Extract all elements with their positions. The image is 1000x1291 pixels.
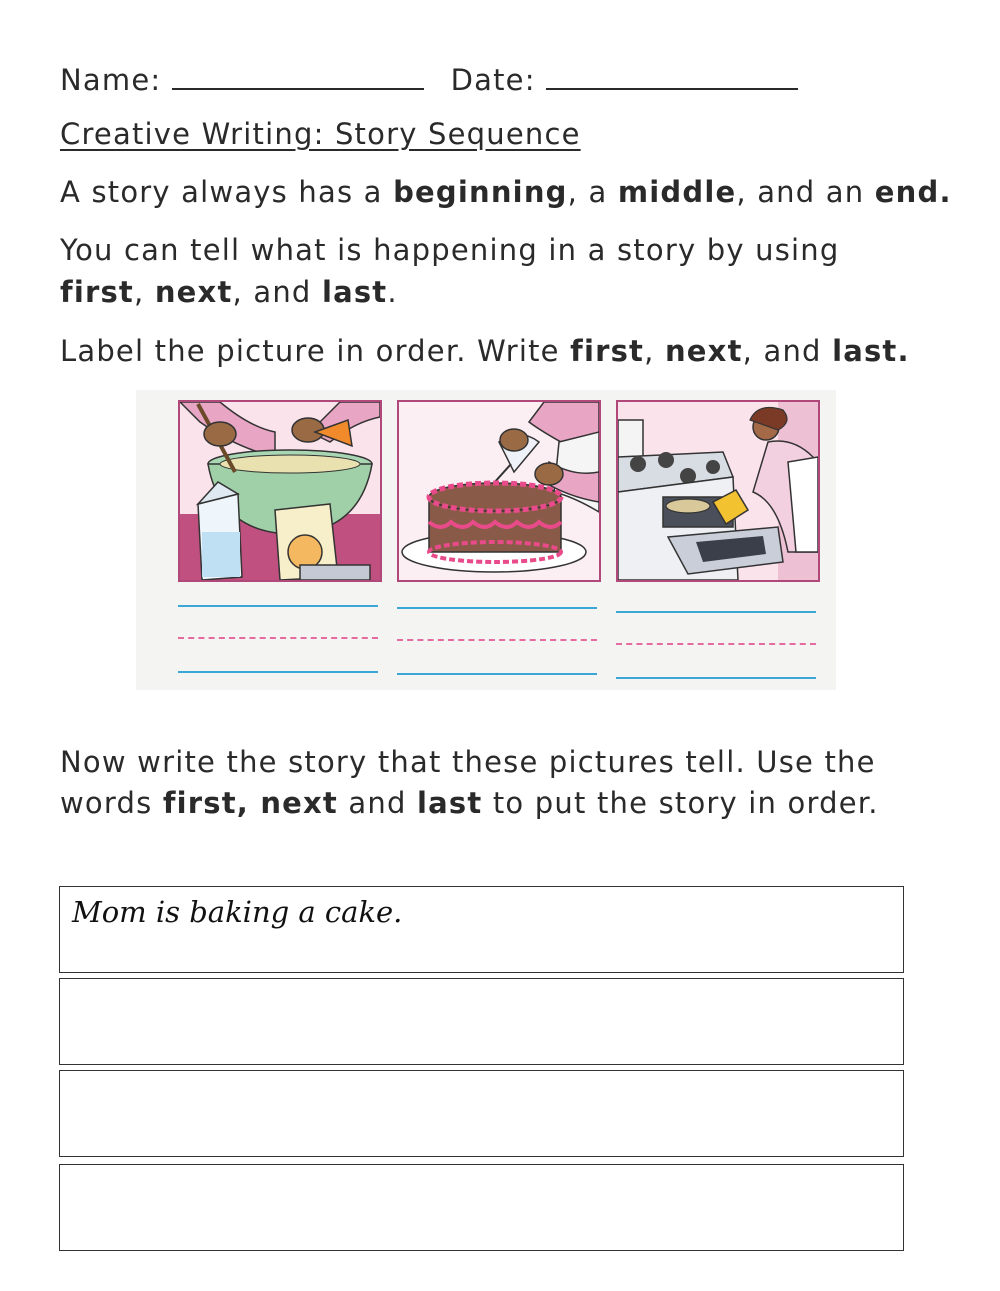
picture-sequence [136, 390, 836, 690]
picture-3-guide-line [616, 643, 816, 645]
name-field[interactable] [172, 58, 424, 90]
story-box-1[interactable] [59, 886, 904, 973]
story-prompt-line-2: words first, next and last to put the story in order. [60, 786, 879, 820]
story-prompt-line-1: Now write the story that these pictures tell. Use the [60, 745, 876, 779]
oven-baking-picture [616, 400, 820, 582]
instruction-text: Label the picture in order. Write first, next, and last. [60, 334, 910, 368]
picture-2-guide-line [397, 639, 597, 641]
story-box-1-text: Mom is baking a cake. [72, 895, 403, 929]
mixing-batter-picture [178, 400, 382, 582]
date-field[interactable] [546, 58, 798, 90]
picture-3-base-line [616, 677, 816, 679]
story-box-4[interactable] [59, 1164, 904, 1251]
picture-2-base-line [397, 673, 597, 675]
picture-3-answer-line[interactable] [616, 611, 816, 613]
page-title: Creative Writing: Story Sequence [60, 117, 581, 151]
intro-paragraph-2-line-2: first, next, and last. [60, 275, 398, 309]
intro-paragraph-1: A story always has a beginning, a middle, and an end. [60, 175, 952, 209]
picture-1-base-line [178, 671, 378, 673]
date-label: Date: [450, 63, 536, 97]
story-box-2[interactable] [59, 978, 904, 1065]
picture-1-guide-line [178, 637, 378, 639]
name-label: Name: [60, 63, 162, 97]
story-box-3[interactable] [59, 1070, 904, 1157]
decorating-cake-picture [397, 400, 601, 582]
header-line [60, 58, 798, 97]
picture-1-answer-line[interactable] [178, 605, 378, 607]
intro-paragraph-2-line-1: You can tell what is happening in a story by using [60, 233, 840, 267]
picture-2-answer-line[interactable] [397, 607, 597, 609]
